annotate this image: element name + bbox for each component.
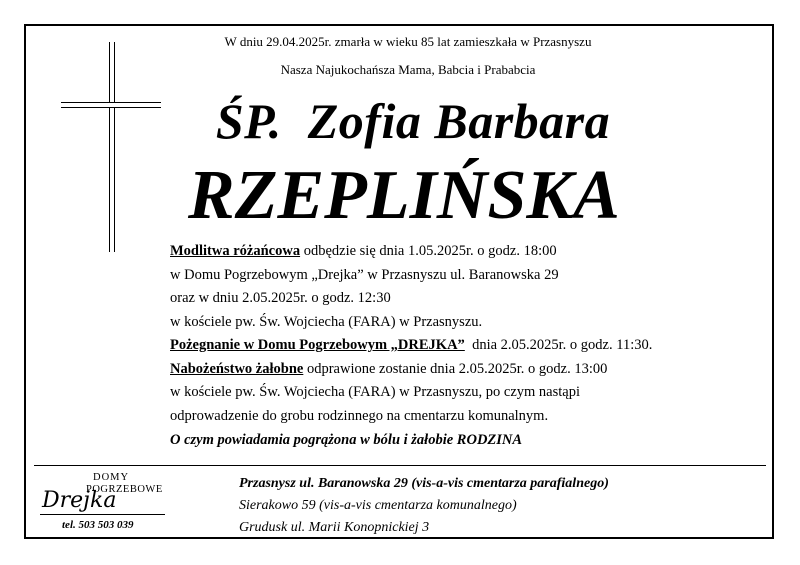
phone-number: tel. 503 503 039 [62,519,134,531]
relation-line: Nasza Najukochańsza Mama, Babcia i Prababcia [280,62,536,77]
rosary-label: Modlitwa różańcowa [170,243,301,259]
deceased-surname: RZEPLIŃSKA [188,157,620,234]
address-main: Przasnysz ul. Baranowska 29 (vis-a-vis cmentarza parafialnego) [239,476,609,491]
address-secondary: Sierakowo 59 (vis-a-vis cmentarza komunalnego) [239,498,517,513]
mass-line: w kościele pw. Św. Wojciecha (FARA) w Przasnyszu, po czym nastąpi [170,384,580,400]
rosary-line: w Domu Pogrzebowym „Drejka” w Przasnyszu ul. Baranowska 29 [170,266,559,283]
funeral-home-addresses [239,473,609,539]
funeral-home-logo: DOMY POGRZEBOWE Drejka tel. 503 503 039 [40,472,165,532]
address-secondary: Grudusk ul. Marii Konopnickiej 3 [239,520,430,535]
rosary-line: oraz w dniu 2.05.2025r. o godz. 12:30 [170,290,391,306]
ceremony-details: Modlitwa różańcowa odbędzie się dnia 1.05.2025r. o godz. 18:00 w Domu Pogrzebowym „Drejka” w Przasnyszu ul. Baranowska 29 oraz w dniu 2.05.2025r. o godz. 12:30 w kościele pw. Św. Wojciecha (FARA) w Przasnyszu. Pożegnanie w Domu Pogrzebowym „DREJKA” dnia 2.05.2025r. o godz. 11:30. Nabożeństwo żałobne odprawione zostanie dnia 2.05.2025r. o godz. 13:00 w kościele pw. Św. Wojciecha (FARA) w Przasnyszu, po czym nastąpi odprowadzenie do grobu rodzinnego na cmentarzu komunalnym. [170,240,770,428]
family-closing: O czym powiadamia pogrążona w bólu i żałobie RODZINA [170,432,523,448]
death-notice-line: W dniu 29.04.2025r. zmarła w wieku 85 lat zamieszkała w Przasnyszu [224,34,592,49]
mass-label: Nabożeństwo żałobne [170,360,304,377]
footer-divider [34,465,766,466]
mass-line: odprowadzenie do grobu rodzinnego na cmentarzu komunalnym. [170,407,549,424]
rosary-line: w kościele pw. Św. Wojciecha (FARA) w Przasnyszu. [170,313,483,330]
farewell-label: Pożegnanie w Domu Pogrzebowym „DREJKA” [170,337,465,353]
deceased-given-names: ŚP. Zofia Barbara [215,93,611,149]
